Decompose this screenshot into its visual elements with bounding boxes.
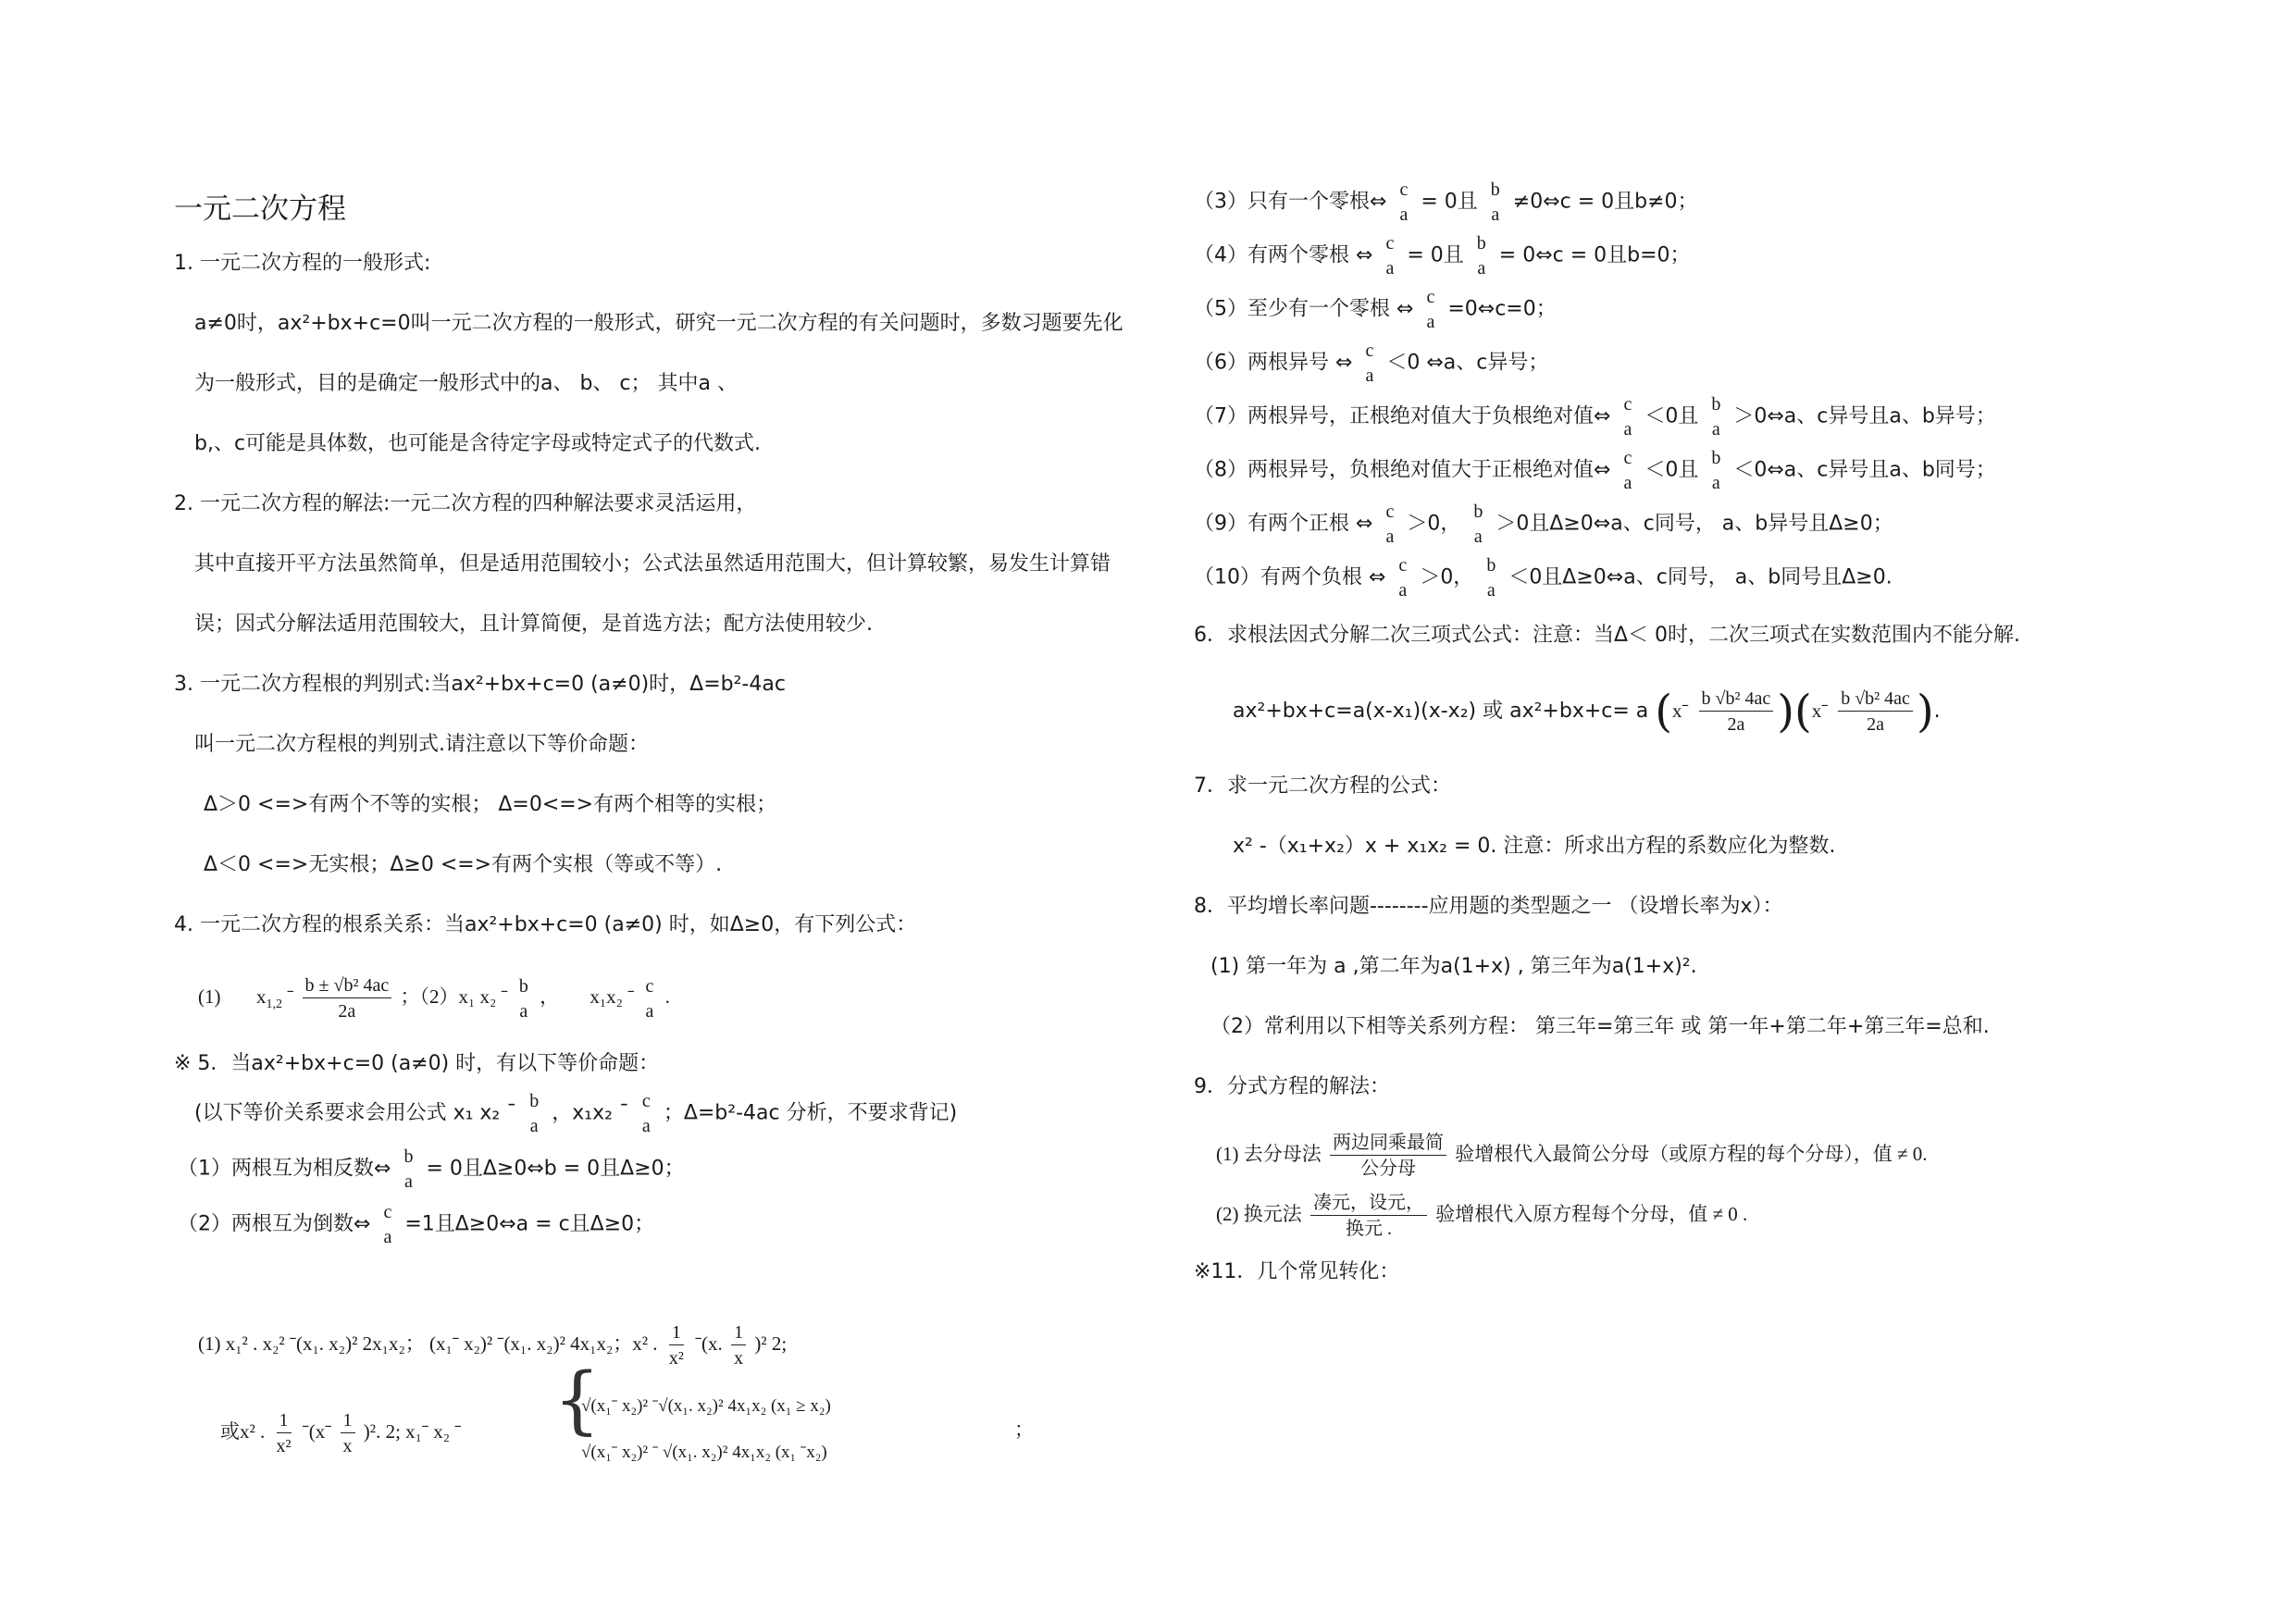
section-4-heading: 4. 一元二次方程的根系关系：当ax²+bx+c=0 (a≠0) 时，如Δ≥0，有下列公式： (174, 913, 917, 936)
section-11-heading: ※11．几个常见转化： (1194, 1260, 1400, 1283)
section-7-line-1: x² -（x₁+x₂）x + x₁x₂ = 0. 注意：所求出方程的系数应化为整数. (1233, 835, 1836, 858)
item-10: （10）有两个负根 ⇔ c a ＞0， b a ＜0且Δ≥0⇔a、c同号， a、b同号且Δ≥0. (1194, 555, 1893, 601)
quadratic-root-fraction: $\frac{\text{b ± √b² 4ac}}{2a}$ (303, 976, 392, 1021)
section-5-heading: ※ 5．当ax²+bx+c=0 (a≠0) 时，有以下等价命题： (174, 1052, 660, 1075)
sum-fraction: b a (518, 975, 528, 1022)
conversion-formula-1: (1) x₁² . x₂² ˉ(x₁. x₂)² 2x₁x₂； (x₁ˉ x₂)² ˉ(x₁. x₂)² 4x₁x₂；x² . $\frac{1}{\text{x²}}$ ˉ(x. $\frac{1}{x}$ )² 2; (198, 1322, 788, 1369)
section-6-heading: 6．求根法因式分解二次三项式公式：注意：当Δ＜ 0时，二次三项式在实数范围内不能分解. (1194, 624, 2021, 647)
section-1-line-1: a≠0时，ax²+bx+c=0叫一元二次方程的一般形式，研究一元二次方程的有关问题时，多数习题要先化 (194, 312, 1123, 335)
section-9-method-2: (2) 换元法 $\frac{\text{凑元，设元，}}{\text{换元 .}}$ 验增根代入原方程每个分母，值 ≠ 0 . (1216, 1193, 1748, 1239)
item-8: （8）两根异号，负根绝对值大于正根绝对值⇔ c a ＜0且 b a ＜0⇔a、c异号且a、b同号； (1194, 448, 1996, 493)
section-3-heading: 3. 一元二次方程根的判别式:当ax²+bx+c=0 (a≠0)时，Δ=b²-4ac (174, 673, 786, 696)
piecewise-bottom: √(x₁ˉ x₂)² ˉ √(x₁. x₂)² 4x₁x₂ (x₁ ˉx₂) (581, 1443, 827, 1462)
section-7-heading: 7．求一元二次方程的公式： (1194, 774, 1451, 798)
formula-product-text: x₁x₂ ˉ (590, 985, 635, 1008)
item-9: （9）有两个正根 ⇔ c a ＞0， b a ＞0且Δ≥0⇔a、c同号， a、b异号且Δ≥0； (1194, 502, 1893, 547)
section-8-line-2: （2）常利用以下相等关系列方程： 第三年=第三年 或 第一年+第二年+第三年=总和. (1210, 1015, 1990, 1038)
formula-x: x (256, 985, 267, 1008)
piecewise-end: ； (1014, 1419, 1034, 1441)
section-9-method-1: (1) 去分母法 $\frac{\text{两边同乘最简}}{\text{公分母}}$ 验增根代入最简公分母（或原方程的每个分母），值 ≠ 0. (1216, 1133, 1928, 1179)
formula-eq: ˉ (287, 985, 294, 1008)
formula-sum-text: ；（2）x₁ x₂ ˉ (400, 985, 508, 1008)
section-5-item-1: （1）两根互为相反数⇔ b a = 0且Δ≥0⇔b = 0且Δ≥0； (178, 1146, 685, 1192)
section-5-note: (以下等价关系要求会用公式 x₁ x₂ ˉ b a ，x₁x₂ ˉ c a ；Δ=b²-4ac 分析，不要求背记) (194, 1091, 958, 1136)
item-3: （3）只有一个零根⇔ c a = 0且 b a ≠0⇔c = 0且b≠0； (1194, 180, 1698, 225)
section-3-line-2: Δ＞0 <=>有两个不等的实根； Δ=0<=>有两个相等的实根； (204, 793, 777, 816)
item-6: （6）两根异号 ⇔ c a ＜0 ⇔a、c异号； (1194, 341, 1549, 386)
section-3-line-3: Δ＜0 <=>无实根；Δ≥0 <=>有两个实根（等或不等）. (204, 853, 723, 876)
section-1-line-2: 为一般形式，目的是确定一般形式中的a、 b、 c； 其中a 、 (194, 372, 738, 395)
piecewise-top: √(x₁ˉ x₂)² ˉ√(x₁. x₂)² 4x₁x₂ (x₁ ≥ x₂) (581, 1396, 831, 1416)
section-1-line-3: b,、c可能是具体数，也可能是含待定字母或特定式子的代数式. (194, 432, 762, 455)
piecewise-brace: { (553, 1357, 601, 1443)
section-5-item-2: （2）两根互为倒数⇔ c a =1且Δ≥0⇔a = c且Δ≥0； (178, 1202, 655, 1247)
section-2-line-2: 误；因式分解法适用范围较大，且计算简便，是首选方法；配方法使用较少. (194, 613, 873, 636)
section-3-line-1: 叫一元二次方程根的判别式.请注意以下等价命题： (194, 733, 649, 756)
item-5: （5）至少有一个零根 ⇔ c a =0⇔c=0； (1194, 287, 1557, 332)
section-1-heading: 1. 一元二次方程的一般形式: (174, 252, 431, 275)
item-4: （4）有两个零根 ⇔ c a = 0且 b a = 0⇔c = 0且b=0； (1194, 233, 1691, 279)
section-2-line-1: 其中直接开平方法虽然简单，但是适用范围较小；公式法虽然适用范围大，但计算较繁，易发生计算错 (194, 552, 1111, 576)
item-7: （7）两根异号，正根绝对值大于负根绝对值⇔ c a ＜0且 b a ＞0⇔a、c异号且a、b异号； (1194, 394, 1996, 440)
section-8-heading: 8．平均增长率问题--------应用题的类型题之一 （设增长率为x）： (1194, 895, 1783, 918)
section-8-line-1: (1) 第一年为 a ,第二年为a(1+x) , 第三年为a(1+x)². (1210, 955, 1697, 978)
formula-x-sub: 1,2 (266, 997, 282, 1011)
section-9-heading: 9．分式方程的解法： (1194, 1075, 1390, 1098)
page-title: 一元二次方程 (174, 192, 346, 226)
section-4-formula: (1) $x_{1,2}$ ˉ $\frac{\text{b ± √b² 4ac}}{2a}$ ；（2）x₁ x₂ ˉ b a ， x₁x₂ ˉ c a . (198, 975, 670, 1022)
section-2-heading: 2. 一元二次方程的解法:一元二次方程的四种解法要求灵活运用， (174, 492, 757, 515)
formula-label: (1) (198, 985, 221, 1008)
conversion-formula-2: 或x² . $\frac{1}{\text{x²}}$ ˉ(xˉ $\frac{1}{x}$ )². 2; x₁ˉ x₂ ˉ (220, 1410, 462, 1456)
product-fraction: c a (645, 975, 654, 1022)
section-6-formula: ax²+bx+c=a(x-x₁)(x-x₂) 或 ax²+bx+c= a (xˉ $\frac{\text{b √b² 4ac}}{2a}$ )(xˉ $\frac{\text{b √b² 4ac}}{2a}$ ). (1233, 686, 1941, 737)
